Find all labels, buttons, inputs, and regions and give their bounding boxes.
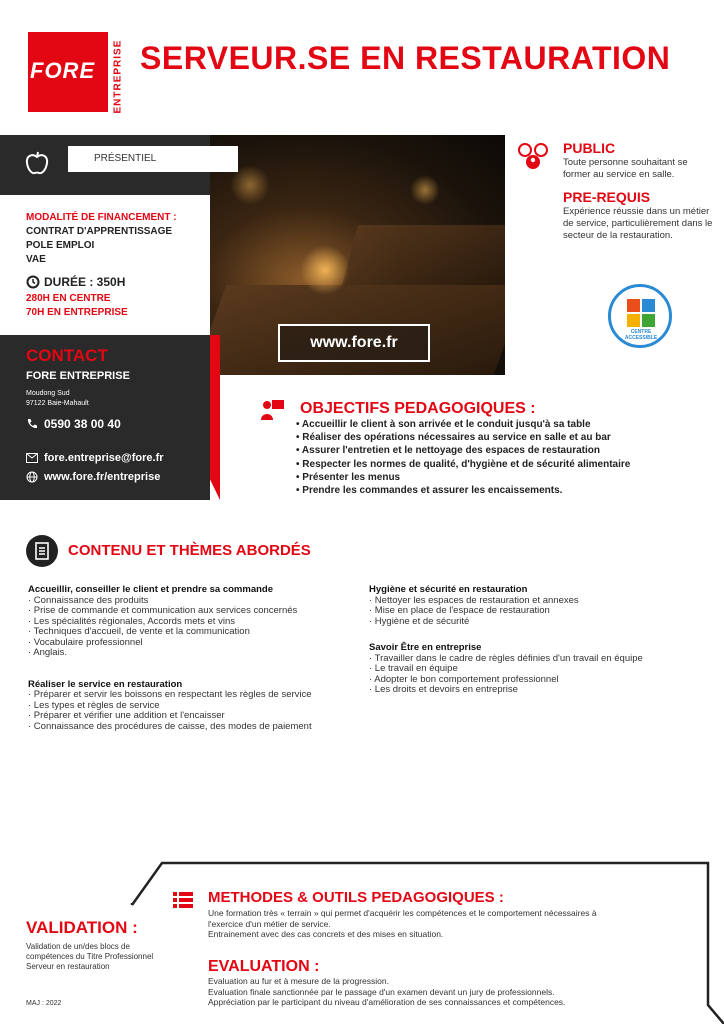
methodes-text [208,908,678,940]
update-date: MAJ : 2022 [26,1000,62,1007]
prerequis-text: Expérience réussie dans un métier de service, particulièrement dans le secteur de la restauration. [563,206,713,241]
list-item: · Les spécialités régionales, Accords mets et vins [28,615,235,627]
objectifs-list [296,418,630,497]
contenu-right-column [369,585,669,696]
list-item: · Connaissance des produits [28,594,149,606]
funding-item: POLE EMPLOI [26,240,95,251]
objectif-item: • Respecter les normes de qualité, d'hygiène et de sécurité alimentaire [296,458,630,471]
contact-email[interactable] [26,452,164,464]
list-item: · Préparer et servir les boissons en respectant les règles de service [28,689,312,700]
objectifs-title: OBJECTIFS PEDAGOGIQUES : [300,400,536,417]
duration-detail: 280H EN CENTRE [26,293,111,304]
funding-title: MODALITÉ DE FINANCEMENT : [26,212,177,223]
list-item: · Les types et règles de service [28,699,160,711]
objectif-item: • Prendre les commandes et assurer les encaissements. [296,484,630,497]
funding-item: VAE [26,254,46,265]
funding-item: CONTRAT D'APPRENTISSAGE [26,226,173,237]
evaluation-line: Evaluation finale sanctionnée par le passage d'un examen devant un jury de professionnels. [208,986,555,997]
list-item: · Vocabulaire professionnel [28,636,143,648]
globe-icon [26,471,38,483]
objectif-item: • Assurer l'entretien et le nettoyage des espaces de restauration [296,444,630,457]
list-item: · Connaissance des procédures de caisse, des modes de paiement [28,720,312,732]
evaluation-line: Evaluation au fur et à mesure de la progression. [208,976,389,986]
list-item: · Techniques d'accueil, de vente et la communication [28,626,250,637]
public-text: Toute personne souhaitant se former au service en salle. [563,157,688,180]
methodes-line: Entrainement avec des cas concrets et des mises en situation. [208,929,444,939]
list-item: · Travailler dans le cadre de règles définies d'un travail en équipe [369,652,643,664]
validation-text: Validation de un/des blocs de compétences du Titre Professionnel Serveur en restauration [26,942,154,971]
logo: FORE [30,58,96,83]
list-icon [172,890,194,910]
contenu-title: CONTENU ET THÈMES ABORDÉS [68,542,311,559]
objectif-item: • Réaliser des opérations nécessaires au service en salle et au bar [296,431,630,444]
trainer-icon [260,398,286,422]
public-title: PUBLIC [563,140,616,156]
list-item: · Nettoyer les espaces de restauration et annexes [369,594,579,606]
validation-title: VALIDATION : [26,918,138,937]
list-item: · Les droits et devoirs en entreprise [369,684,518,695]
logo-subtitle-wrap [110,28,126,116]
prerequis-title: PRE-REQUIS [563,189,651,205]
page-title: SERVEUR.SE EN RESTAURATION [140,40,671,76]
email-address: fore.entreprise@fore.fr [44,452,164,464]
objectif-item: • Accueillir le client à son arrivée et le conduit jusqu'à sa table [296,418,630,431]
list-item: · Hygiène et de sécurité [369,615,470,627]
methodes-title: METHODES & OUTILS PEDAGOGIQUES : [208,889,504,906]
people-icon [515,140,551,172]
list-item: · Le travail en équipe [369,663,458,674]
contact-name: FORE ENTREPRISE [26,370,130,382]
badge-label: CENTRE ACCESSIBLE [624,329,658,341]
accessibility-badge [608,284,672,348]
contact-phone[interactable] [26,417,121,431]
section-heading: Réaliser le service en restauration [28,678,183,690]
evaluation-line: Appréciation par le participant du niveau d'amélioration de ses connaissances et compétences. [208,997,566,1007]
methodes-line: Une formation très « terrain » qui permet d'acquérir les compétences et le comportement nécessaires à l'exercice d'un métier de service. [208,908,597,929]
document-icon [26,535,58,567]
list-item: · Prise de commande et communication aux services concernés [28,605,298,616]
list-item: · Mise en place de l'espace de restauration [369,605,550,616]
clock-icon [26,275,40,289]
logo-subtitle: ENTREPRISE [112,39,124,114]
duration: DURÉE : 350H [44,275,126,289]
phone-number: 0590 38 00 40 [44,417,121,431]
contact-address: 97122 Baie-Mahault [26,400,89,407]
phone-icon [26,418,38,430]
website-banner[interactable]: www.fore.fr [278,324,430,362]
objectif-item: • Présenter les menus [296,471,630,484]
contact-website[interactable] [26,471,160,483]
contenu-left-column [28,585,328,732]
modality-label: PRÉSENTIEL [68,146,238,172]
section-heading: Hygiène et sécurité en restauration [369,584,528,595]
section-heading: Accueillir, conseiller le client et prendre sa commande [28,584,273,595]
duration-detail: 70H EN ENTREPRISE [26,307,128,318]
list-item: · Préparer et vérifier une addition et l'encaisser [28,710,225,721]
list-item: · Anglais. [28,647,68,658]
website-link: www.fore.fr/entreprise [44,471,161,483]
mail-icon [26,453,38,463]
contact-title: CONTACT [26,346,108,365]
list-item: · Adopter le bon comportement professionnel [369,673,559,685]
evaluation-text [208,976,688,1008]
evaluation-title: EVALUATION : [208,958,320,975]
apple-icon [22,148,52,178]
duration-row [26,275,125,289]
contact-address: Moudong Sud [26,390,70,397]
section-heading: Savoir Être en entreprise [369,642,482,653]
